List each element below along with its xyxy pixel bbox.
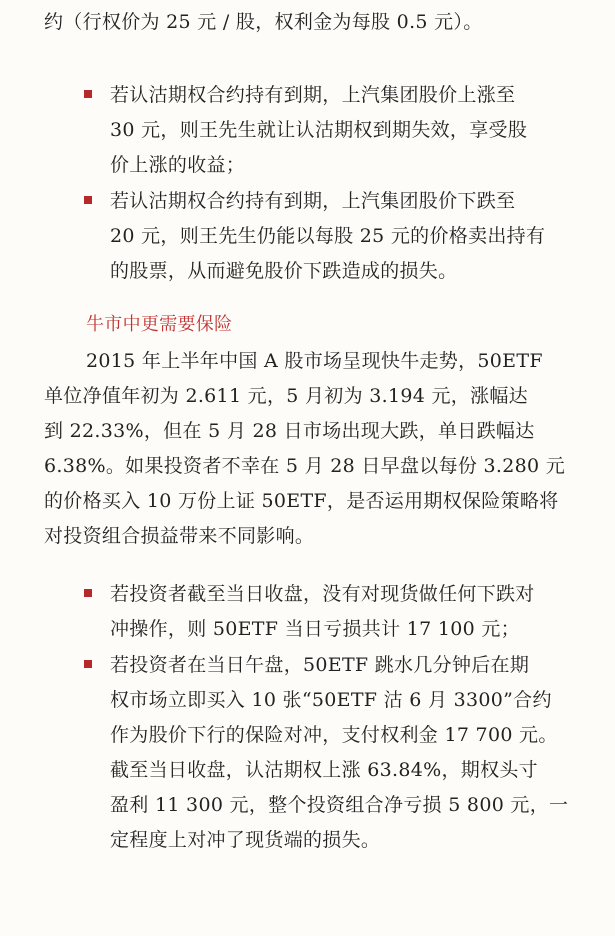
bullet-line: 若认沽期权合约持有到期，上汽集团股价下跌至 — [110, 190, 516, 212]
bullet-line: 20 元，则王先生仍能以每股 25 元的价格卖出持有 — [110, 225, 546, 247]
paragraph-line: 单位净值年初为 2.611 元，5 月初为 3.194 元，涨幅达 — [44, 385, 528, 407]
paragraph-line: 2015 年上半年中国 A 股市场呈现快牛走势，50ETF — [86, 350, 543, 372]
bullet-marker-icon — [84, 660, 92, 668]
bullet-line: 权市场立即买入 10 张“50ETF 沽 6 月 3300”合约 — [110, 689, 552, 711]
bullet-line: 盈利 11 300 元，整个投资组合净亏损 5 800 元，一 — [110, 794, 569, 816]
bullet-marker-icon — [84, 589, 92, 597]
paragraph-line: 6.38%。如果投资者不幸在 5 月 28 日早盘以每份 3.280 元 — [44, 455, 566, 477]
bullet-marker-icon — [84, 90, 92, 98]
bullet-line: 若投资者在当日午盘，50ETF 跳水几分钟后在期 — [110, 654, 530, 676]
intro-line: 约（行权价为 25 元 / 股，权利金为每股 0.5 元）。 — [44, 11, 483, 33]
bullet-line: 截至当日收盘，认沽期权上涨 63.84%，期权头寸 — [110, 759, 538, 781]
bullet-line: 若认沽期权合约持有到期，上汽集团股价上涨至 — [110, 84, 516, 106]
bullet-line: 的股票，从而避免股价下跌造成的损失。 — [110, 260, 458, 282]
paragraph-line: 的价格买入 10 万份上证 50ETF，是否运用期权保险策略将 — [44, 490, 559, 512]
paragraph-line: 到 22.33%，但在 5 月 28 日市场出现大跌，单日跌幅达 — [44, 420, 535, 442]
bullet-line: 若投资者截至当日收盘，没有对现货做任何下跌对 — [110, 583, 535, 605]
paragraph-line: 对投资组合损益带来不同影响。 — [44, 525, 315, 547]
bullet-line: 作为股价下行的保险对冲，支付权利金 17 700 元。 — [110, 724, 558, 746]
section-heading: 牛市中更需要保险 — [86, 314, 233, 335]
bullet-marker-icon — [84, 196, 92, 204]
bullet-line: 30 元，则王先生就让认沽期权到期失效，享受股 — [110, 119, 528, 141]
bullet-line: 定程度上对冲了现货端的损失。 — [110, 829, 381, 851]
bullet-line: 价上涨的收益； — [110, 154, 246, 176]
bullet-line: 冲操作，则 50ETF 当日亏损共计 17 100 元； — [110, 618, 520, 640]
